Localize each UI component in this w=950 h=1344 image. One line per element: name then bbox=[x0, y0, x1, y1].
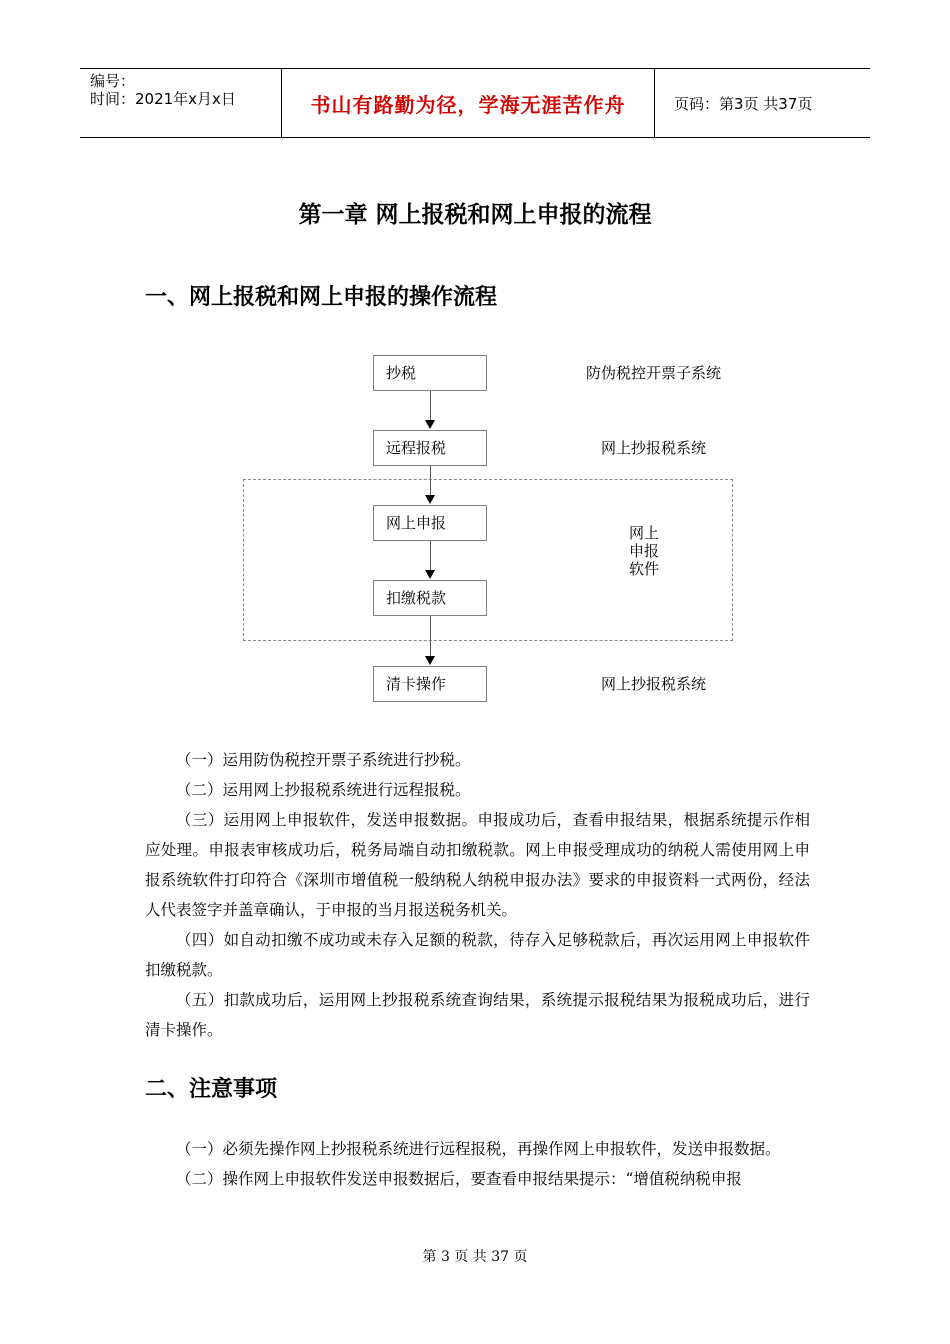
arrow-2 bbox=[425, 495, 435, 504]
page-info-text: 页码：第3页 共37页 bbox=[674, 94, 813, 113]
connector-4 bbox=[430, 616, 431, 656]
side-label-5: 网上抄报税系统 bbox=[601, 675, 707, 693]
side-label-2: 网上抄报税系统 bbox=[601, 439, 707, 457]
number-label: 编号： bbox=[90, 72, 136, 90]
section2-title: 二、注意事项 bbox=[145, 1077, 278, 1102]
group-label-line3: 软件 bbox=[629, 560, 660, 578]
section1-title: 一、网上报税和网上申报的操作流程 bbox=[145, 285, 498, 310]
paragraph: （三）运用网上申报软件，发送申报数据。申报成功后，查看申报结果，根据系统提示作相应处理。申报表审核成功后，税务局端自动扣缴税款。网上申报受理成功的纳税人需使用网上申报系统软件打印符合《深圳市增值税一般纳税人纳税申报办法》要求的申报资料一式两份，经法人代表签字并盖章确认，于申报的当月报送税务机关。 bbox=[145, 811, 810, 919]
flow-step-4: 扣缴税款 bbox=[373, 580, 487, 616]
paragraph: （二）操作网上申报软件发送申报数据后，要查看申报结果提示：“增值税纳税申报 bbox=[176, 1170, 742, 1188]
header-meta bbox=[80, 69, 280, 137]
section2-body bbox=[145, 1134, 810, 1194]
paragraph: （一）必须先操作网上抄报税系统进行远程报税，再操作网上申报软件，发送申报数据。 bbox=[176, 1140, 781, 1158]
flow-step-3: 网上申报 bbox=[373, 505, 487, 541]
page-header bbox=[80, 68, 870, 138]
arrow-3 bbox=[425, 570, 435, 579]
header-page-info bbox=[664, 69, 870, 137]
group-label-line1: 网上 bbox=[629, 524, 660, 542]
section1-body bbox=[145, 745, 810, 1045]
header-motto: 书山有路勤为径，学海无涯苦作舟 bbox=[281, 69, 655, 137]
flow-step-5: 清卡操作 bbox=[373, 666, 487, 702]
arrow-1 bbox=[425, 420, 435, 429]
group-label-line2: 申报 bbox=[629, 542, 660, 560]
chapter-title: 第一章 网上报税和网上申报的流程 bbox=[298, 202, 652, 228]
page-footer: 第 3 页 共 37 页 bbox=[422, 1249, 528, 1265]
date-label: 时间：2021年x月x日 bbox=[90, 90, 236, 108]
arrow-4 bbox=[425, 656, 435, 665]
flow-step-1: 抄税 bbox=[373, 355, 487, 391]
flow-step-2: 远程报税 bbox=[373, 430, 487, 466]
paragraph: （五）扣款成功后，运用网上抄报税系统查询结果，系统提示报税结果为报税成功后，进行清卡操作。 bbox=[145, 991, 810, 1039]
connector-3 bbox=[430, 541, 431, 570]
paragraph: （一）运用防伪税控开票子系统进行抄税。 bbox=[176, 751, 471, 769]
connector-1 bbox=[430, 391, 431, 420]
group-label bbox=[629, 524, 669, 578]
side-label-1: 防伪税控开票子系统 bbox=[586, 364, 722, 382]
paragraph: （四）如自动扣缴不成功或未存入足额的税款，待存入足够税款后，再次运用网上申报软件扣缴税款。 bbox=[145, 931, 810, 979]
connector-2 bbox=[430, 466, 431, 495]
paragraph: （二）运用网上抄报税系统进行远程报税。 bbox=[176, 781, 471, 799]
